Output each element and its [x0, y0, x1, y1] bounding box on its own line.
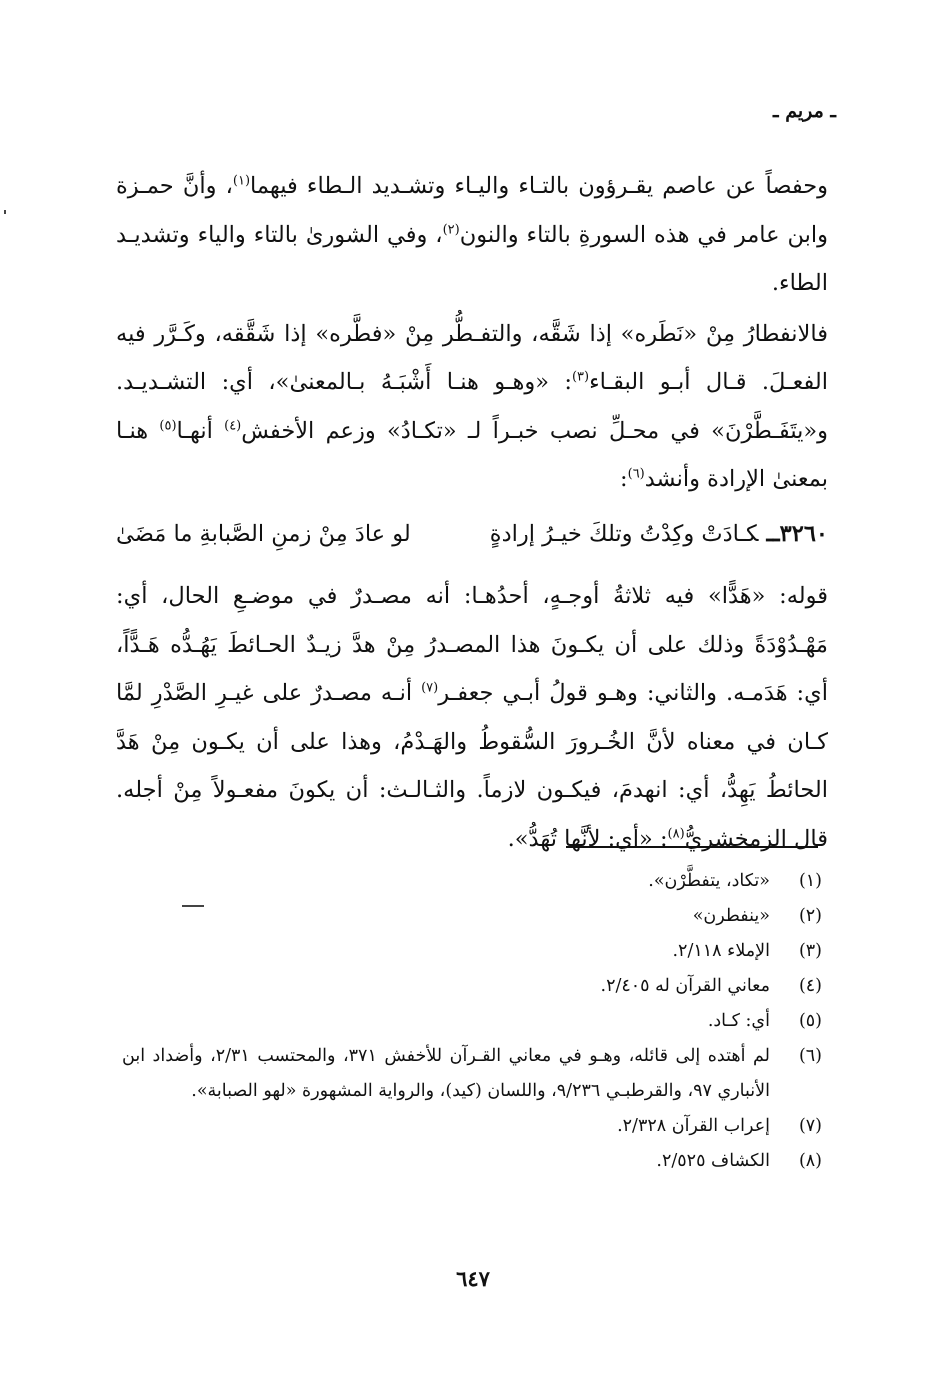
footnote-text: «ينفطرن»	[692, 906, 770, 926]
footnote-number: (٦)	[798, 1046, 822, 1066]
footnotes	[122, 864, 822, 1179]
footnote-text: إعراب القرآن ٢/٣٢٨.	[617, 1116, 770, 1136]
footnote-6	[122, 1039, 822, 1109]
footnote-ref-6[interactable]: (٦)	[627, 466, 645, 482]
footnote-1	[122, 864, 822, 899]
footnote-5	[122, 1004, 822, 1039]
paragraph-2-text-c: أنهـا	[176, 417, 225, 444]
verse-first-hemistich-text: كـادَتْ وكِدْتُ وتلكَ خيـرُ إرادةٍ	[489, 520, 759, 547]
paragraph-1-text-a: وحفصاً عن عاصم يقـرؤون بالتـاء واليـاء وتشـديد الـطاء فيهما	[250, 173, 828, 199]
footnote-text: أي: كـاد.	[707, 1011, 770, 1031]
footnote-separator	[566, 846, 818, 848]
footnote-8	[122, 1144, 822, 1179]
footnote-text: لم أهتده إلى قائله، وهـو في معاني القـرآن للأخفش ٣٧١، والمحتسب ٢/٣١، وأضداد ابن الأنباري ٩٧، والقرطبـي ٩/٢٣٦، واللسان (كيد)، والرواية المشهورة «لهو الصبابة».	[122, 1046, 770, 1101]
footnote-7	[122, 1109, 822, 1144]
poetry-verse	[116, 510, 828, 559]
footnote-text: معاني القرآن له ٢/٤٠٥.	[600, 976, 770, 996]
paragraph-3-text-c: : «أي: لأنَّها تُهَدُّ».	[507, 825, 668, 852]
paragraph-2-text-d: هنـا بمعنىٰ الإرادة وأنشد	[116, 417, 828, 492]
footnote-4	[122, 969, 822, 1004]
footnote-ref-8[interactable]: (٨)	[667, 826, 685, 841]
paragraph-3	[116, 572, 828, 863]
paragraph-2	[116, 310, 828, 504]
scan-speck	[4, 210, 6, 214]
verse-first-hemistich	[490, 510, 828, 559]
paragraph-2-text-e: :	[620, 466, 628, 492]
scan-speck	[182, 905, 204, 907]
footnote-ref-2[interactable]: (٢)	[442, 222, 460, 237]
page-number: ٦٤٧	[456, 1266, 490, 1291]
footnote-number: (٣)	[798, 941, 822, 961]
footnote-text: «تكاد، يتفطَّرْن».	[648, 871, 770, 891]
footnote-3	[122, 934, 822, 969]
paragraph-1	[116, 162, 828, 308]
footnote-number: (٥)	[798, 1011, 822, 1031]
footnote-number: (١)	[798, 871, 822, 891]
footnote-ref-1[interactable]: (١)	[232, 173, 251, 189]
footnote-number: (٤)	[798, 976, 822, 996]
main-text	[116, 162, 828, 863]
verse-second-hemistich: لو عادَ مِنْ زمنِ الصَّبابةِ ما مَضَىٰ	[116, 520, 411, 547]
footnote-2	[122, 899, 822, 934]
verse-number: ٣٢٦٠ــ	[766, 520, 828, 547]
footnote-ref-3[interactable]: (٣)	[571, 369, 590, 385]
footnote-number: (٨)	[798, 1151, 822, 1171]
paragraph-3-text-b: أنـه مصـدرٌ على غيـرِ الصَّدْرِ لمَّا كـان في معناه لأنَّ الخُـرورَ السُّقوطُ والهَـدْمُ، وهذا على أن يكـون مِنْ هَدَّ الحائطُ يَهِدُّ، أي: انهدمَ، فيكـون لازماً. والثـالـث: أن يكونَ مفعـولاً مِنْ أجله. قال الزمخشريُّ	[116, 680, 828, 852]
paragraph-1-text-b: ، وأنَّ حمـزة وابن عامر في هذه السورةِ بالتاء والنون	[116, 173, 829, 248]
footnote-text: الإملاء ٢/١١٨.	[672, 941, 770, 961]
paragraph-1-text-c: ، وفي الشورىٰ بالتاء والياء وتشديـد الطاء.	[116, 221, 828, 296]
paragraph-2-text-a: فالانفطارُ مِنْ «نَطَره» إذا شَقَّه، والتفـطُّر مِنْ «فطَّره» إذا شَقَّقه، وكَـرَّر فيه الفعـلَ. قـال أبـو البقـاء	[116, 320, 828, 395]
footnote-text: الكشاف ٢/٥٢٥.	[656, 1151, 770, 1171]
footnote-number: (٧)	[798, 1116, 822, 1136]
paragraph-3-text-a: قوله: «هَدًّا» فيه ثلاثةُ أوجـهٍ، أحدُهـا: أنه مصـدرٌ في موضـعِ الحال، أي: مَهْـدُوْدَةً وذلك على أن يكـونَ هذا المصـدرُ مِنْ هدَّ زيـدٌ الحـائطَ يَهُـدُّه هَـدًّاً، أي: هَدَمـه. والثاني: وهـو قولُ أبـي جعفـر	[116, 583, 828, 706]
footnote-ref-4[interactable]: (٤)	[224, 418, 242, 433]
paragraph-2-text-b: : «وهـو هنـا أَشْبَـهُ بـالمعنىٰ»، أي: التشـديـد. و«يتَفَـطَّرْنَ» في محـلِّ نصب خبـراً لـ «تكـادُ» وزعم الأخفش	[116, 369, 828, 444]
footnote-ref-5[interactable]: (٥)	[159, 418, 177, 433]
footnote-ref-7[interactable]: (٧)	[421, 680, 439, 696]
running-header: ـ مريم ـ	[773, 100, 836, 122]
footnote-number: (٢)	[798, 906, 822, 926]
